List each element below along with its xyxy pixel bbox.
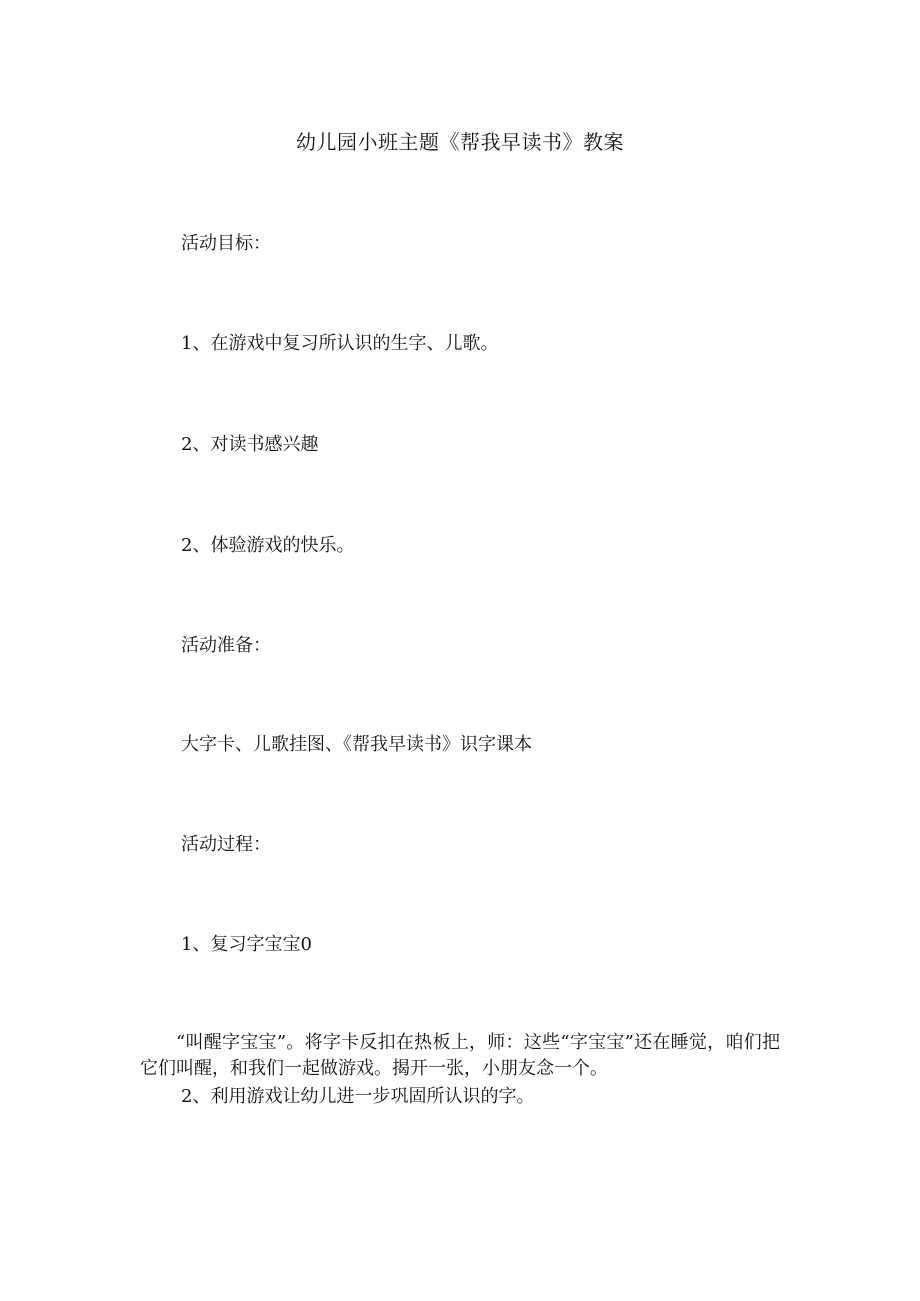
section-heading-objectives: 活动目标：: [181, 233, 271, 254]
section-heading-process: 活动过程：: [181, 834, 271, 855]
objective-item-3: 2、体验游戏的快乐。: [181, 535, 355, 556]
preparation-materials: 大字卡、儿歌挂图、《帮我早读书》识字课本: [181, 734, 532, 755]
section-heading-preparation: 活动准备：: [181, 635, 271, 656]
objective-item-2: 2、对读书感兴趣: [181, 434, 319, 455]
process-step-2: 2、利用游戏让幼儿进一步巩固所认识的字。: [181, 1086, 535, 1107]
document-title: 幼儿园小班主题《帮我早读书》教案: [296, 130, 624, 154]
process-step-1: 1、复习字宝宝0: [181, 934, 312, 955]
objective-item-1: 1、在游戏中复习所认识的生字、儿歌。: [181, 333, 499, 354]
process-step-1-description: “叫醒字宝宝”。将字卡反扣在热板上，师：这些“字宝宝”还在睡觉，咱们把它们叫醒，和我们一起做游戏。揭开一张，小朋友念一个。: [140, 1032, 780, 1079]
